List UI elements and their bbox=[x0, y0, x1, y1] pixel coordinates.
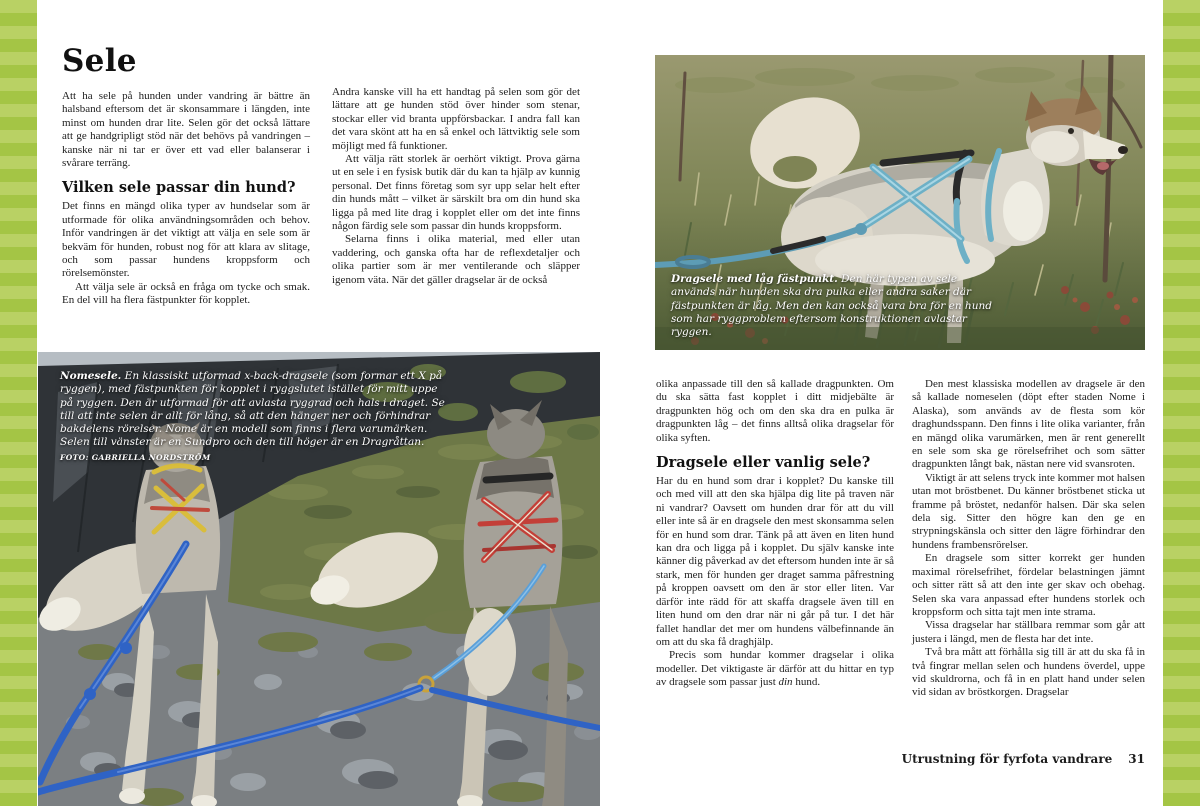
body-paragraph: Den mest klassiska modellen av dragsele är den så kallade nomeselen (döpt efter staden Nome i Alaska), som används av de flesta som kör draghundsspann. Den finns i lite olika varianter, från en mängd olika varumärken, men är rent generellt en sele som ska ge rörelsefrihet och som sätter dragpunkten långt bak, nästan nere vid svansroten. bbox=[912, 378, 1145, 471]
body-paragraph: Att ha sele på hunden under vandring är bättre än halsband eftersom det är skonsammare i längden, inte minst om hunden drar lite. Selen gör det också lättare att ge handgripligt stöd när det behövs på vandringen – kanske när ni tar er över ett vad eller balanserar i svårare terräng. bbox=[62, 90, 310, 170]
deco-stripe-right bbox=[1161, 0, 1200, 806]
paragraph-text: Precis som hundar kommer dragselar i olika modeller. Det viktigaste är därför att du hittar en typ av dragsele som passar just bbox=[656, 649, 894, 689]
right-column-2 bbox=[912, 378, 1145, 700]
body-paragraph: Två bra mått att förhålla sig till är att du ska få in två fingrar mellan selen och hundens överdel, uppe vid skuldrorna, och få in en platt hand under selen vid sidan av bröstkorgen. Dragselar bbox=[912, 646, 1145, 699]
left-photo bbox=[38, 352, 600, 806]
body-paragraph: Viktigt är att selens tryck inte kommer mot halsen utan mot bröstbenet. Du känner bröstbenet sticka ut framme på bröstet, nedanför halsen. Där ska selen dela sig. Sitter den högre kan den ge en strypningskänsla och sitter den lägre förhindrar den hundens frambensrörelser. bbox=[912, 471, 1145, 551]
body-paragraph: Vissa dragselar har ställbara remmar som går att justera i längd, men de flesta har det inte. bbox=[912, 619, 1145, 645]
photo-credit: FOTO: GABRIELLA NORDSTRÖM bbox=[60, 452, 211, 462]
right-photo bbox=[655, 55, 1145, 350]
left-column-2 bbox=[332, 86, 580, 287]
footer-text: Utrustning för fyrfota vandrare bbox=[901, 752, 1113, 766]
body-paragraph: olika anpassade till den så kallade dragpunkten. Om du ska sätta fast kopplet i ditt midjebälte är dragpunkten hög och om den ska dra en pulka är dragpunkten låg – det finns alltså olika dragselar för olika syften. bbox=[656, 378, 894, 444]
right-page bbox=[600, 0, 1163, 806]
caption-text: Den här typen av sele används när hunden ska dra pulka eller andra saker där fästpunkten är låg. Men den kan också vara bra för en hund som har ryggproblem eftersom konstruktionen avlastar ryggen. bbox=[671, 273, 992, 339]
body-paragraph: Att välja sele är också en fråga om tycke och smak. En del vill ha flera fästpunkter för kopplet. bbox=[62, 280, 310, 307]
section-heading: Vilken sele passar din hund? bbox=[62, 179, 296, 197]
caption-lead: Dragsele med låg fästpunkt. bbox=[671, 273, 838, 285]
deco-stripe-left bbox=[0, 0, 39, 806]
photo-caption bbox=[671, 273, 1001, 339]
left-column-1 bbox=[62, 44, 310, 308]
body-paragraph: Selarna finns i olika material, med eller utan vaddering, och ganska ofta har de reflexdetaljer och olika partier som är mer ventilerande och släpper igenom väta. När det gäller dragselar är de också bbox=[332, 233, 580, 286]
body-paragraph: Det finns en mängd olika typer av hundselar som är utformade för olika användningsområden och behov. Inför vandringen är det viktigt att välja en sele som är bekväm för hunden, robust nog för att klara av slitage, och som passar hundens kroppsform och rörelsemönster. bbox=[62, 200, 310, 280]
body-paragraph bbox=[656, 649, 894, 689]
paragraph-text: hund. bbox=[792, 676, 821, 689]
left-page bbox=[37, 0, 600, 806]
right-column-1 bbox=[656, 378, 894, 690]
photo-caption bbox=[60, 370, 452, 463]
caption-lead: Nomesele. bbox=[60, 370, 122, 382]
body-paragraph: Har du en hund som drar i kopplet? Du kanske till och med vill att den ska hjälpa dig lite på traven när ni vandrar? Oavsett om hunden drar för att du vill eller inte så är en dragsele den mest skonsamma selen för en hund som drar. Tänk på att även en liten hund kan dra och ligga på i kopplet. Du själv kanske inte känner dig påverkad av det eftersom hunden inte är så stark, men för hunden ger draget samma påfrestning på kroppen oavsett om den är stor eller liten. Var därför inte rädd för att skaffa dragsele även till en liten hund om den drar när ni går på tur. I det här fallet handlar det mer om hundens välbefinnande än om att du ska få draghjälp. bbox=[656, 475, 894, 648]
section-heading: Dragsele eller vanlig sele? bbox=[656, 454, 871, 472]
page-title: Sele bbox=[62, 43, 137, 79]
body-paragraph: Att välja rätt storlek är oerhört viktigt. Prova gärna ut en sele i en fysisk butik där du kan ta hjälp av kunnig personal. Det finns företag som syr upp selar helt efter din hunds mått – vilket är särskilt bra om din hund ska ligga på med lite drag i kopplet eller om det inte finns någon färdig sele som passar din hunds kroppsform. bbox=[332, 153, 580, 233]
page-footer bbox=[655, 752, 1145, 766]
body-paragraph: Andra kanske vill ha ett handtag på selen som gör det lättare att ge hunden stöd över hinder som stenar, stockar eller vid branta uppförsbackar. I andra fall kan det vara skönt att ha en så enkel och lättviktig sele som möjligt med få funktioner. bbox=[332, 86, 580, 152]
emphasized-word: din bbox=[778, 676, 793, 689]
body-paragraph: En dragsele som sitter korrekt ger hunden maximal rörelsefrihet, fördelar belastningen jämnt och sitter rätt så att den inte ger skav och obehag. Selen ska vara anpassad efter hundens storlek och kroppsform och sitta tajt men inte strama. bbox=[912, 552, 1145, 618]
caption-text: En klassiskt utformad x-back-dragsele (som formar ett X på ryggen), med fästpunkten för kopplet i ryggslutet istället för mitt uppe på ryggen. Den är utformad för att avlasta ryggrad och hals i draget. Se till att inte selen är allt för lång, så att den hänger ner och förhindrar bakdelens rörelser. Nome är en modell som finns i flera varumärken. Selen till vänster är en Sundpro och den till höger är en Dragråttan. bbox=[60, 370, 445, 449]
page-number: 31 bbox=[1128, 752, 1145, 766]
